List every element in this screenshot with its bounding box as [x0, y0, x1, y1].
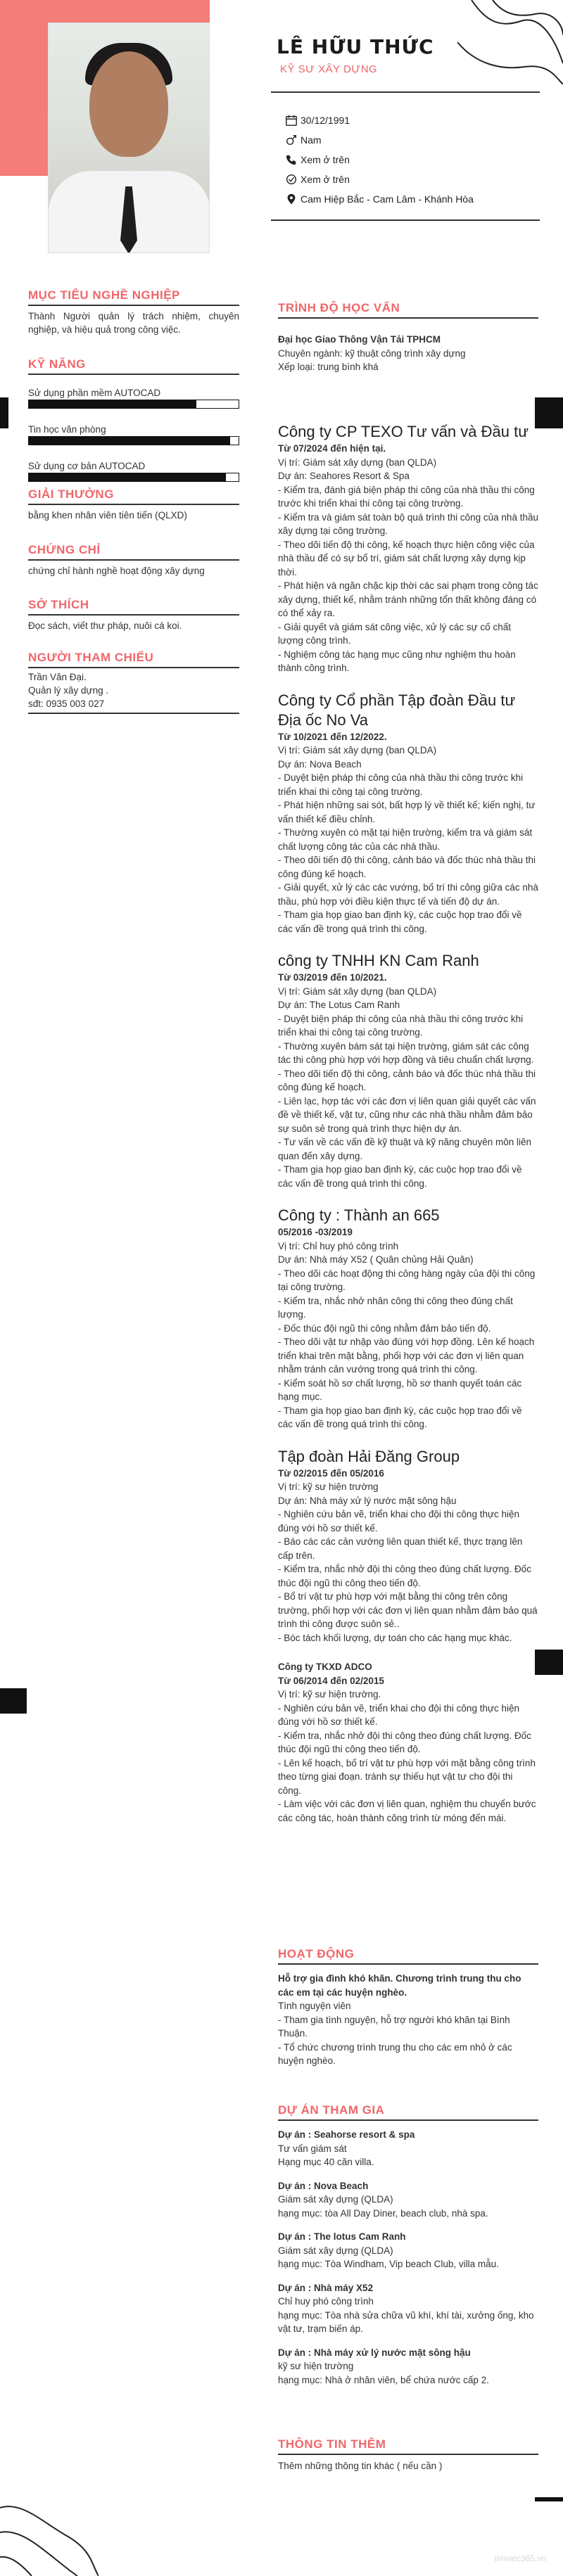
project-name: Dự án : Nhà máy xử lý nước mặt sông hậu	[278, 2347, 471, 2358]
contacts-divider	[271, 219, 540, 221]
references-section	[28, 651, 239, 714]
skill-label: Tin học văn phòng	[28, 424, 106, 435]
reference-line: Trần Văn Đại.	[28, 672, 87, 682]
job-detail-line: Dự án: Nova Beach	[278, 758, 362, 770]
job-detail-line: - Kiểm tra, nhắc nhở đội thi công theo đúng chất lượng. Đốc thúc đội ngũ thi công theo tiến độ.	[278, 1564, 531, 1588]
project-detail-line: kỹ sư hiện trường	[278, 2361, 354, 2371]
job-detail-line: - Duyệt biện pháp thi công của nhà thầu thi công trước khi triển khai thi công tại công trường.	[278, 772, 524, 797]
job-detail-line: Vị trí: Chỉ huy phó công trình	[278, 1240, 399, 1251]
header-divider	[271, 91, 540, 93]
job-company: Công ty : Thành an 665	[278, 1206, 440, 1224]
job-company: công ty TNHH KN Cam Ranh	[278, 952, 479, 969]
education-section	[278, 301, 538, 374]
section-title-objective: MỤC TIÊU NGHỀ NGHIỆP	[28, 288, 180, 302]
location-icon	[285, 193, 298, 205]
edge-mark	[535, 1650, 563, 1675]
project-detail-line: Tư vấn giám sát	[278, 2143, 347, 2154]
job-detail-line: - Theo dõi tiến độ thi công, cảnh báo và đốc thúc nhà thầu thi công đúng kế hoạch.	[278, 1068, 536, 1092]
job-detail-line: - Tham gia họp giao ban định kỳ, các cuộc họp trao đổi về các vấn đề trong quá trình thi công.	[278, 1405, 522, 1429]
job-detail-line: Vị trí: Giám sát xây dựng (ban QLDA)	[278, 745, 437, 755]
section-title-education: TRÌNH ĐỘ HỌC VẤN	[278, 301, 400, 314]
project-detail-line: hạng mục: Tòa nhà sửa chữa vũ khí, khí tài, xưởng ống, kho vật tư, trạm biến áp.	[278, 2309, 534, 2334]
activity-line: - Tham gia tình nguyện, hỗ trợ người khó khăn tại Bình Thuận.	[278, 2014, 510, 2039]
job-role: KỸ SƯ XÂY DỰNG	[280, 63, 378, 75]
job-entry	[278, 951, 538, 1190]
job-period: Từ 07/2024 đến hiện tại.	[278, 443, 386, 454]
job-period: Từ 10/2021 đến 12/2022.	[278, 731, 387, 742]
job-detail-line: - Kiểm tra, nhắc nhở đội thi công theo đúng chất lượng. Đốc thúc đội ngũ thi công theo tiến độ.	[278, 1730, 531, 1754]
job-detail-line: - Phát hiện những sai sót, bất hợp lý về thiết kế; kiến nghị, tư vấn thiết kế điều chỉnh.	[278, 800, 536, 824]
job-company: Công ty TKXD ADCO	[278, 1662, 372, 1672]
skills-section	[28, 357, 239, 482]
job-detail-line: - Theo dõi tiến độ thi công, cảnh báo và đốc thúc nhà thầu thi công đúng kế hoạch.	[278, 855, 536, 879]
job-detail-line: Dự án: The Lotus Cam Ranh	[278, 1000, 400, 1010]
job-detail-line: Vị trí: Giám sát xây dựng (ban QLDA)	[278, 457, 437, 468]
job-detail-line: - Phát hiện và ngăn chặc kịp thời các sai phạm trong công tác xây dựng, thiết kế, nhằm tránh những tổn thất không đáng có có thể xảy ra.	[278, 580, 538, 618]
job-detail-line: - Giải quyết và giám sát công việc, xử lý các sự cố chất lượng công trình.	[278, 621, 511, 646]
project-item	[278, 2230, 538, 2271]
job-detail-line: - Nghiên cứu bản vẽ, triển khai cho đội thi công thực hiện đúng với hồ sơ thiết kế.	[278, 1702, 520, 1727]
corner-wave-decoration	[0, 2494, 99, 2576]
phone-icon	[285, 153, 298, 166]
activity-line: - Tổ chức chương trình trung thu cho các em nhỏ ở các huyện nghèo.	[278, 2041, 512, 2066]
awards-section	[28, 487, 239, 522]
job-detail-line: - Tham gia họp giao ban định kỳ, các cuộc họp trao đổi về các vấn đề trong quá trình thi công.	[278, 910, 522, 934]
section-title-awards: GIẢI THƯỞNG	[28, 487, 114, 501]
job-detail-line: Dự án: Seahores Resort & Spa	[278, 471, 410, 481]
edge-mark	[0, 1688, 27, 1714]
project-name: Dự án : Seahorse resort & spa	[278, 2129, 415, 2140]
skill-item	[28, 386, 239, 409]
skill-label: Sử dụng cơ bản AUTOCAD	[28, 461, 146, 471]
skill-item	[28, 459, 239, 482]
avatar	[48, 23, 210, 253]
contact-birthdate: 30/12/1991	[285, 114, 350, 127]
project-name: Dự án : Nova Beach	[278, 2180, 369, 2191]
job-detail-line: - Kiểm soát hồ sơ chất lượng, hồ sơ thanh quyết toán các hạng mục.	[278, 1377, 522, 1402]
job-detail-line: - Nghiên cứu bản vẽ, triển khai cho đội thi công thực hiện đúng với hồ sơ thiết kế.	[278, 1509, 520, 1534]
contact-address: Cam Hiệp Bắc - Cam Lâm - Khánh Hòa	[285, 193, 474, 205]
objective-text: Thành Người quản lý trách nhiệm, chuyên nghiệp, và hiệu quả trong công việc.	[28, 311, 239, 335]
job-detail-line: - Đốc thúc đội ngũ thi công nhằm đảm bảo tiến độ.	[278, 1322, 491, 1334]
job-detail-line: - Theo dõi tiến độ thi công, kế hoạch thực hiện công việc của nhà thầu để có sự bổ trí, giám sát chất lượng xây dựng kịp thời.	[278, 539, 535, 578]
job-detail-line: - Giải quyết, xử lý các các vướng, bố trí thi công giữa các nhà thầu, phù hợp với điều kiện thực tế và tiến độ dự án.	[278, 882, 538, 907]
job-entry	[278, 1206, 538, 1432]
job-period: 05/2016 -03/2019	[278, 1227, 353, 1237]
certs-section	[28, 543, 239, 578]
job-detail-line: - Nghiệm công tác hạng mục cũng như nghiệm thu hoàn thành công trình.	[278, 649, 516, 673]
gender-icon	[285, 134, 298, 146]
calendar-icon	[285, 114, 298, 127]
reference-line: sđt: 0935 003 027	[28, 699, 105, 709]
education-rank: Xếp loại: trung bình khá	[278, 362, 379, 372]
job-detail-line: - Lên kế hoạch, bố trí vật tư phù hợp với mặt bằng công trình theo từng giai đoạn. tránh sự thiếu hụt vật tư cho đội thi công.	[278, 1757, 536, 1796]
job-entry	[278, 691, 538, 936]
contact-phone: Xem ở trên	[285, 153, 350, 166]
section-title-skills: KỸ NĂNG	[28, 357, 86, 371]
project-detail-line: Giám sát xây dựng (QLDA)	[278, 2245, 393, 2256]
projects-section	[278, 2103, 538, 2387]
skill-item	[28, 423, 239, 445]
section-title-extra: THÔNG TIN THÊM	[278, 2437, 386, 2451]
job-detail-line: - Bóc tách khối lượng, dự toán cho các hạng mục khác.	[278, 1632, 512, 1643]
activities-section	[278, 1947, 538, 2068]
job-entry	[278, 1447, 538, 1645]
job-detail-line: - Liên lạc, hợp tác với các đơn vị liên quan giải quyết các vấn đề về thiết kế, vật tư, cũng như các nhà thầu nhằm đảm bảo sự suôn sẻ trong quá trình thực hiện dự án.	[278, 1095, 536, 1134]
reference-line: Quản lý xây dựng .	[28, 685, 109, 696]
job-detail-line: Dự án: Nhà máy X52 ( Quân chủng Hải Quân)	[278, 1254, 474, 1265]
certificates-text: chứng chỉ hành nghề hoạt động xây dựng	[28, 566, 205, 576]
job-period: Từ 03/2019 đến 10/2021.	[278, 972, 387, 983]
project-detail-line: Chỉ huy phó công trình	[278, 2296, 374, 2307]
job-detail-line: Dự án: Nhà máy xử lý nước mặt sông hậu	[278, 1495, 457, 1506]
section-title-references: NGƯỜI THAM CHIẾU	[28, 651, 154, 664]
job-detail-line: - Tham gia họp giao ban định kỳ, các cuộc họp trao đổi về các vấn đề trong quá trình thi công.	[278, 1164, 522, 1189]
hobbies-section	[28, 598, 239, 632]
contact-email: Xem ở trên	[285, 173, 350, 186]
job-detail-line: - Kiểm tra, nhắc nhở nhân công thi công theo đúng chất lượng.	[278, 1295, 513, 1320]
project-detail-line: Giám sát xây dựng (QLDA)	[278, 2194, 393, 2205]
job-detail-line: - Kiểm tra, đánh giá biện pháp thi công của nhà thầu thi công trước khi triển khai thi công tại công trường.	[278, 484, 535, 509]
job-detail-line: Vị trí: kỹ sư hiện trường.	[278, 1689, 381, 1700]
skill-level-bar	[28, 473, 239, 482]
skill-level-bar	[28, 436, 239, 445]
project-item	[278, 2346, 538, 2387]
job-detail-line: - Bổ trí vật tư phù hợp với mặt bằng thi công trên công trường, phối hợp với các đơn vị liên quan nhằm đảm bảo quá trình thi công được suôn sẻ..	[278, 1591, 538, 1629]
job-detail-line: - Làm việc với các đơn vị liên quan, nghiệm thu chuyển bước các công tác, hoàn thành công trình từ móng đến mái.	[278, 1799, 536, 1823]
project-item	[278, 2179, 538, 2221]
project-name: Dự án : Nhà máy X52	[278, 2282, 374, 2293]
job-detail-line: - Theo dõi vật tư nhập vào đúng với hợp đồng. Lên kế hoạch triển khai trên mặt bằng, phối hợp với các đơn vị liên quan nhằm tránh cản vướng trong quá trình thi công.	[278, 1337, 535, 1375]
job-detail-line: Vị trí: kỹ sư hiện trường	[278, 1481, 379, 1492]
edge-mark	[0, 397, 8, 428]
watermark: timviec365.vn	[494, 2553, 546, 2563]
project-detail-line: hạng mục: Tòa Windham, Vip beach Club, villa mẫu.	[278, 2259, 499, 2269]
awards-text: bằng khen nhân viên tiên tiến (QLXD)	[28, 510, 187, 521]
project-item	[278, 2281, 538, 2336]
job-detail-line: - Tư vấn về các vấn đề kỹ thuật và kỹ năng chuyên môn liên quan đến xây dựng.	[278, 1137, 531, 1161]
activity-heading: Hỗ trợ gia đình khó khăn. Chương trình trung thu cho các em tại các huyện nghèo.	[278, 1973, 521, 1998]
edge-mark	[535, 2497, 563, 2501]
corner-wave-decoration	[457, 0, 563, 84]
job-company: Tập đoàn Hải Đăng Group	[278, 1447, 460, 1465]
job-entry	[278, 422, 538, 675]
job-entry	[278, 1660, 538, 1825]
experience-list	[278, 422, 538, 1840]
section-title-certificates: CHỨNG CHỈ	[28, 543, 101, 556]
job-detail-line: - Theo dõi các hoạt động thi công hàng ngày của đội thi công tại công trường.	[278, 1268, 536, 1292]
extra-section	[278, 2437, 538, 2473]
job-detail-line: Vị trí: Giám sát xây dựng (ban QLDA)	[278, 986, 437, 997]
job-detail-line: - Thường xuyên có mặt tại hiện trường, kiểm tra và giám sát chất lượng công tác của các nhà thầu.	[278, 827, 533, 852]
job-company: Công ty CP TEXO Tư vấn và Đầu tư	[278, 423, 529, 440]
hobbies-text: Đọc sách, viết thư pháp, nuôi cá koi.	[28, 620, 182, 631]
section-title-hobbies: SỞ THÍCH	[28, 598, 89, 611]
job-period: Từ 06/2014 đến 02/2015	[278, 1675, 384, 1686]
job-detail-line: - Kiểm tra và giám sát toàn bộ quá trình thi công của nhà thầu xây dựng tại công trường.	[278, 511, 538, 536]
section-title-projects: DỰ ÁN THAM GIA	[278, 2103, 385, 2117]
extra-text: Thêm những thông tin khác ( nếu cần )	[278, 2461, 443, 2471]
email-icon	[285, 173, 298, 186]
project-detail-line: hạng mục: Nhà ở nhân viên, bể chứa nước cấp 2.	[278, 2374, 489, 2385]
objective-section	[28, 288, 239, 336]
job-company: Công ty Cổ phần Tập đoàn Đầu tư Địa ốc No Va	[278, 691, 516, 729]
section-title-activities: HOẠT ĐỘNG	[278, 1947, 355, 1960]
job-detail-line: - Thường xuyên bám sát tại hiện trường, giám sát các công tác thi công phù hợp với hợp đồng và tiêu chuẩn chất lượng.	[278, 1040, 534, 1065]
contact-gender: Nam	[285, 134, 322, 146]
activity-line: Tình nguyện viên	[278, 2001, 351, 2011]
job-detail-line: - Duyệt biện pháp thi công của nhà thầu thi công trước khi triển khai thi công tại công trường.	[278, 1013, 524, 1038]
project-detail-line: Hạng mục 40 căn villa.	[278, 2157, 374, 2167]
skill-level-bar	[28, 400, 239, 409]
edge-mark	[535, 397, 563, 428]
full-name: LÊ HỮU THỨC	[277, 35, 434, 58]
project-item	[278, 2128, 538, 2169]
job-detail-line: - Báo các các cản vướng liên quan thiết kế, thực trạng lên cấp trên.	[278, 1536, 523, 1561]
skill-label: Sử dụng phần mềm AUTOCAD	[28, 388, 161, 398]
education-major: Chuyên ngành: kỹ thuật công trình xây dựng	[278, 347, 466, 359]
project-detail-line: hạng mục: tòa All Day Diner, beach club, nhà spa.	[278, 2207, 488, 2219]
education-school: Đại học Giao Thông Vận Tải TPHCM	[278, 334, 441, 345]
project-name: Dự án : The lotus Cam Ranh	[278, 2231, 406, 2242]
job-period: Từ 02/2015 đến 05/2016	[278, 1467, 384, 1479]
